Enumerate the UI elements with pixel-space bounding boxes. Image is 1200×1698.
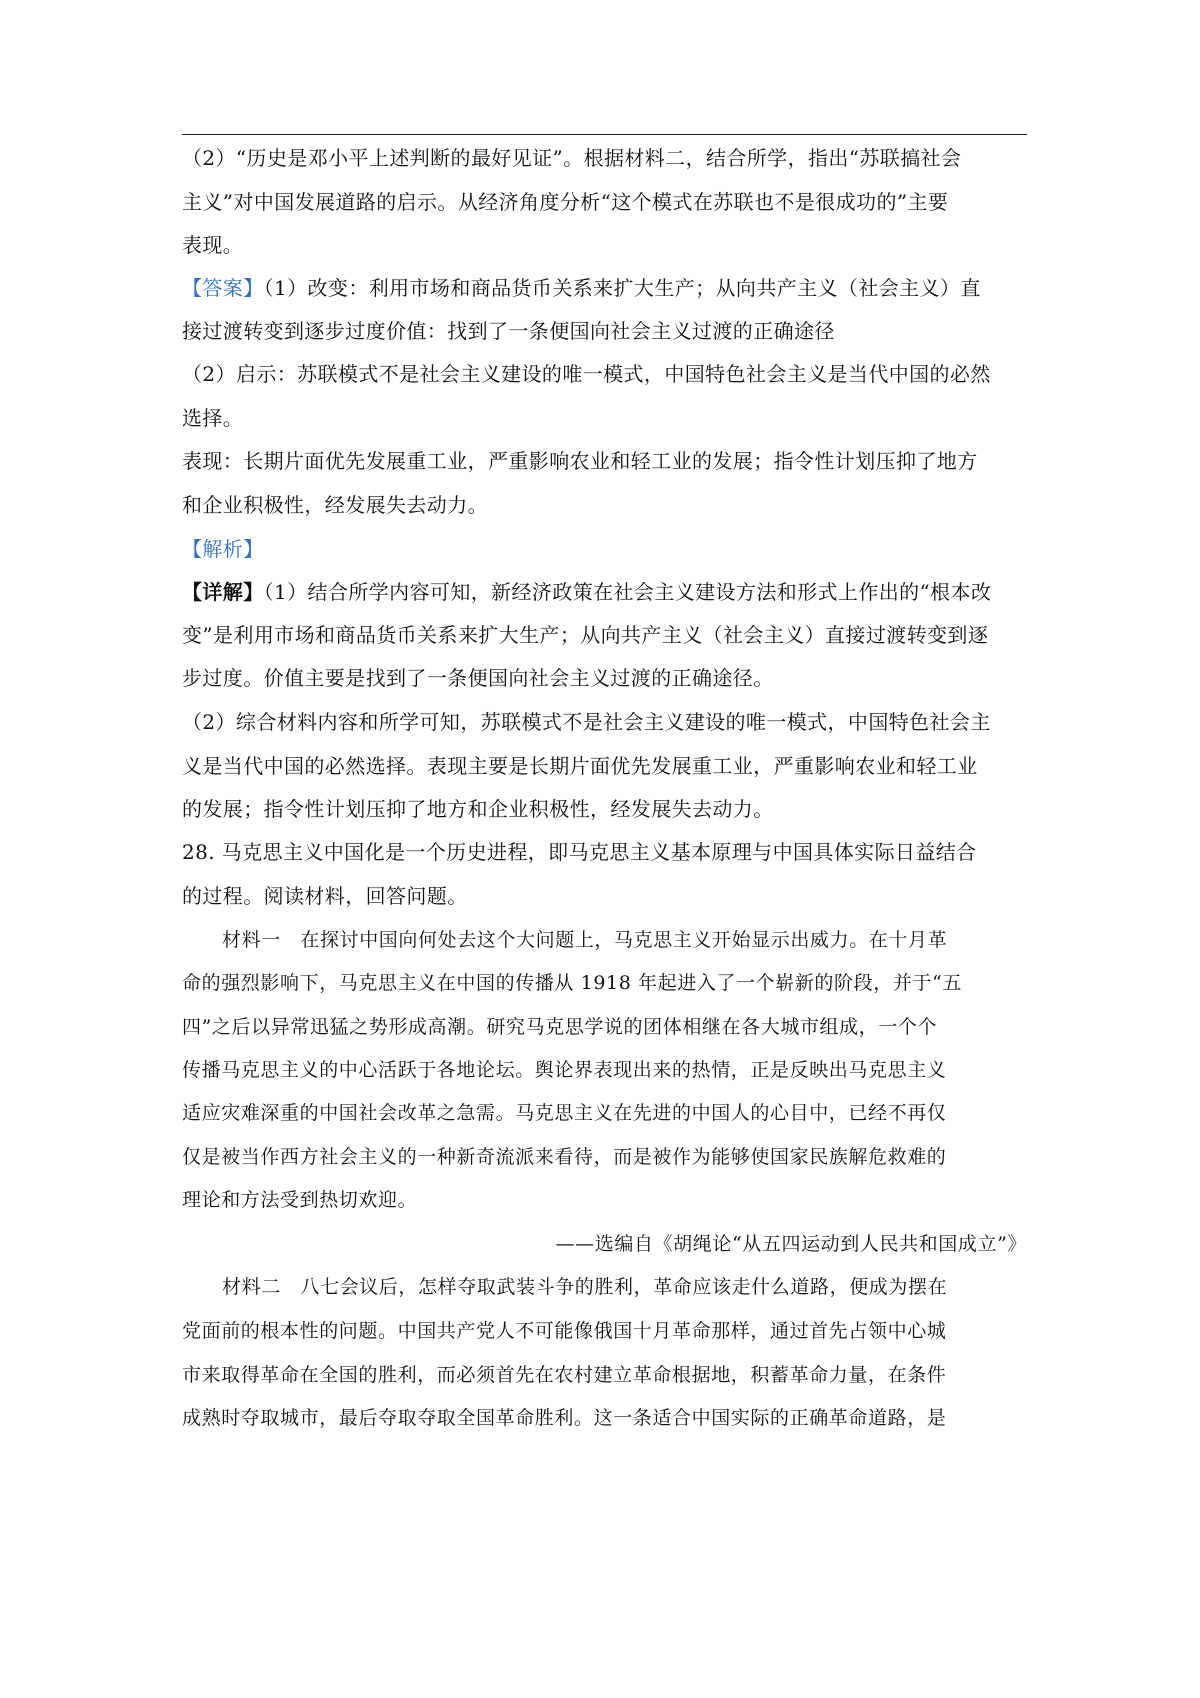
question-28-line-2: 的过程。阅读材料，回答问题。 bbox=[182, 884, 468, 908]
material-2-line-3: 市来取得革命在全国的胜利，而必须首先在农村建立革命根据地，积蓄革命力量，在条件 bbox=[182, 1364, 947, 1386]
answer-line-6: 和企业积极性，经发展失去动力。 bbox=[182, 493, 488, 517]
answer-line-5: 表现：长期片面优先发展重工业，严重影响农业和轻工业的发展；指令性计划压抑了地方 bbox=[182, 449, 978, 473]
answer-text: （1）改变：利用市场和商品货币关系来扩大生产；从向共产主义（社会主义）直 bbox=[263, 276, 981, 300]
material-1-line-1: 材料一 在探讨中国向何处去这个大问题上，马克思主义开始显示出威力。在十月革 bbox=[222, 929, 948, 951]
material-1-line-5: 适应灾难深重的中国社会改革之急需。马克思主义在先进的中国人的心目中，已经不再仅 bbox=[182, 1102, 947, 1124]
answer-label: 【答案】 bbox=[182, 276, 264, 300]
analysis-label: 【解析】 bbox=[182, 537, 264, 561]
detail-line-2: 变”是利用市场和商品货币关系来扩大生产；从向共产主义（社会主义）直接过渡转变到逐 bbox=[182, 623, 989, 647]
material-2-line-1: 材料二 八七会议后，怎样夺取武装斗争的胜利，革命应该走什么道路，便成为摆在 bbox=[222, 1276, 948, 1298]
detail-line-6: 的发展；指令性计划压抑了地方和企业积极性，经发展失去动力。 bbox=[182, 797, 774, 821]
material-1-line-3: 四”之后以异常迅猛之势形成高潮。研究马克思学说的团体相继在各大城市组成，一个个 bbox=[182, 1016, 938, 1038]
material-1-line-2: 命的强烈影响下，马克思主义在中国的传播从 1918 年起进入了一个崭新的阶段，并于“五 bbox=[182, 972, 962, 994]
question-part-2-line-1: （2）“历史是邓小平上述判断的最好见证”。根据材料二，结合所学，指出“苏联搞社会 bbox=[182, 146, 962, 170]
detail-line-5: 义是当代中国的必然选择。表现主要是长期片面优先发展重工业，严重影响农业和轻工业 bbox=[182, 754, 978, 778]
material-1-source: ——选编自《胡绳论“从五四运动到人民共和国成立”》 bbox=[555, 1233, 1027, 1255]
detail-text: （1）结合所学内容可知，新经济政策在社会主义建设方法和形式上作出的“根本改 bbox=[263, 580, 992, 604]
detail-line-1 bbox=[182, 578, 1027, 606]
material-2-line-2: 党面前的根本性的问题。中国共产党人不可能像俄国十月革命那样，通过首先占领中心城 bbox=[182, 1320, 947, 1342]
detail-line-3: 步过度。价值主要是找到了一条便国向社会主义过渡的正确途径。 bbox=[182, 666, 774, 690]
question-28-line-1: 28. 马克思主义中国化是一个历史进程，即马克思主义基本原理与中国具体实际日益结合 bbox=[182, 840, 977, 864]
answer-line-2: 接过渡转变到逐步过度价值：找到了一条便国向社会主义过渡的正确途径 bbox=[182, 319, 835, 343]
answer-line-1 bbox=[182, 274, 1027, 302]
answer-line-4: 选择。 bbox=[182, 406, 244, 430]
material-1-line-6: 仅是被当作西方社会主义的一种新奇流派来看待，而是被作为能够使国家民族解危救难的 bbox=[182, 1146, 947, 1168]
material-1-line-4: 传播马克思主义的中心活跃于各地论坛。舆论界表现出来的热情，正是反映出马克思主义 bbox=[182, 1059, 947, 1081]
detail-line-4: （2）综合材料内容和所学可知，苏联模式不是社会主义建设的唯一模式，中国特色社会主 bbox=[182, 710, 991, 734]
material-2-line-4: 成熟时夺取城市，最后夺取夺取全国革命胜利。这一条适合中国实际的正确革命道路，是 bbox=[182, 1407, 947, 1429]
detail-label: 【详解】 bbox=[182, 580, 264, 604]
question-part-2-line-2: 主义”对中国发展道路的启示。从经济角度分析“这个模式在苏联也不是很成功的”主要 bbox=[182, 190, 949, 214]
material-1-line-7: 理论和方法受到热切欢迎。 bbox=[182, 1189, 418, 1211]
question-part-2-line-3: 表现。 bbox=[182, 233, 244, 257]
header-rule bbox=[182, 134, 1027, 135]
answer-line-3: （2）启示：苏联模式不是社会主义建设的唯一模式，中国特色社会主义是当代中国的必然 bbox=[182, 362, 991, 386]
